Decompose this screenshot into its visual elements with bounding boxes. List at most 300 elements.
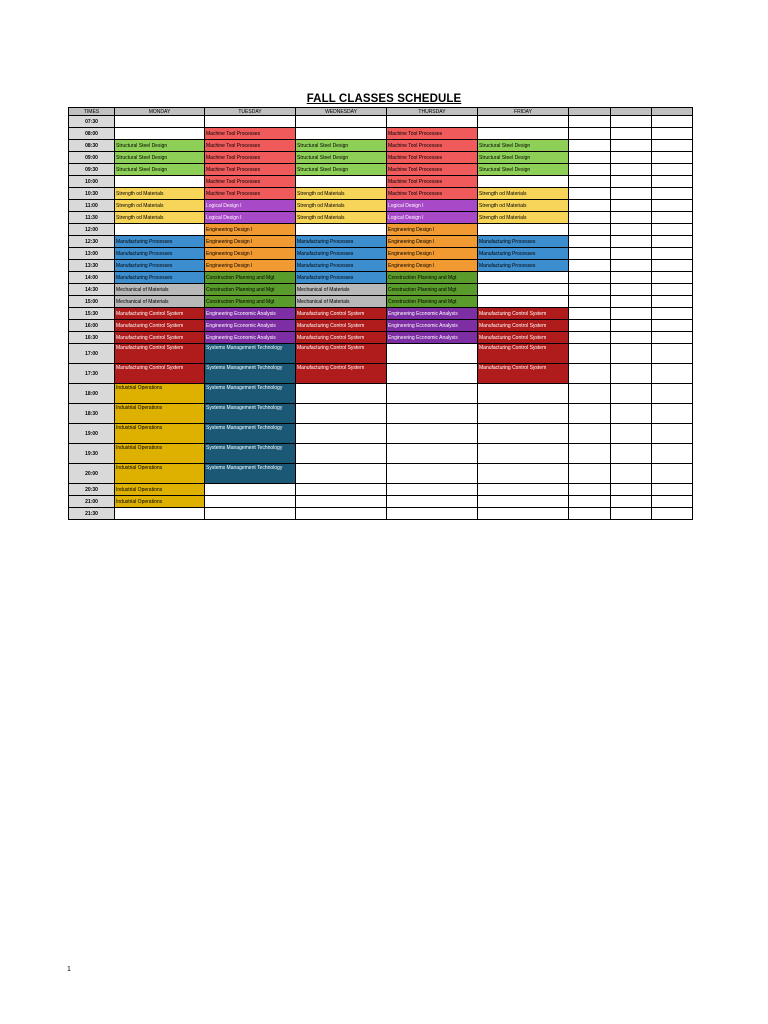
empty-cell [611,384,652,404]
class-cell [115,404,205,424]
empty-cell [115,116,205,128]
empty-cell [611,248,652,260]
time-row [69,484,693,496]
class-cell [205,364,296,384]
class-name: Manufacturing Processes [116,251,173,257]
class-cell [205,332,296,344]
empty-cell [115,224,205,236]
class-cell [296,260,387,272]
class-cell [205,236,296,248]
class-name: Engineering Economic Analysis [206,311,276,317]
class-cell [387,236,478,248]
class-cell [387,140,478,152]
empty-cell [569,212,611,224]
time-cell: 09:30 [69,164,115,176]
empty-cell [569,176,611,188]
day-header-thursday: THURSDAY [387,108,478,116]
empty-cell [387,424,478,444]
time-row [69,248,693,260]
time-row [69,424,693,444]
time-cell: 18:00 [69,384,115,404]
time-cell: 10:00 [69,176,115,188]
class-name: Structural Steel Design [297,155,349,161]
empty-cell [652,464,693,484]
class-cell [205,248,296,260]
time-row [69,164,693,176]
class-cell [296,284,387,296]
class-name: Machine Tool Processes [388,191,443,197]
class-cell [205,272,296,284]
empty-cell [569,404,611,424]
class-name: Manufacturing Control System [479,335,547,341]
time-cell: 16:00 [69,320,115,332]
empty-cell [611,496,652,508]
time-row [69,364,693,384]
class-cell [296,200,387,212]
class-cell [296,140,387,152]
class-cell [205,404,296,424]
empty-cell [611,188,652,200]
class-cell [115,496,205,508]
class-name: Strength od Materials [297,203,345,209]
class-name: Mechanical of Materials [116,287,169,293]
class-cell [205,320,296,332]
class-cell [387,128,478,140]
empty-cell [611,296,652,308]
class-name: Manufacturing Processes [116,263,173,269]
class-name: Manufacturing Control System [297,323,365,329]
class-name: Engineering Economic Analysis [206,335,276,341]
empty-cell [387,384,478,404]
time-cell: 15:30 [69,308,115,320]
empty-cell [387,344,478,364]
time-cell: 14:30 [69,284,115,296]
empty-cell [652,404,693,424]
day-header-wednesday: WEDNESDAY [296,108,387,116]
empty-cell [652,140,693,152]
empty-cell [652,272,693,284]
class-name: Manufacturing Processes [479,263,536,269]
class-cell [478,164,569,176]
empty-cell [569,332,611,344]
time-cell: 08:00 [69,128,115,140]
day-header-monday: MONDAY [115,108,205,116]
class-name: Machine Tool Processes [388,143,443,149]
time-row [69,176,693,188]
class-name: Engineering Design I [206,227,253,233]
class-cell [115,140,205,152]
page-number: 1 [67,966,71,973]
empty-cell [652,308,693,320]
class-name: Construction Planning and Mgt [388,299,457,305]
class-cell [296,296,387,308]
time-row [69,188,693,200]
class-cell [205,464,296,484]
class-cell [115,308,205,320]
class-name: Machine Tool Processes [206,179,261,185]
empty-cell [569,296,611,308]
class-cell [387,332,478,344]
empty-cell [652,200,693,212]
class-name: Structural Steel Design [116,155,168,161]
class-name: Engineering Design I [206,263,253,269]
class-cell [478,364,569,384]
time-row [69,320,693,332]
class-cell [205,176,296,188]
time-row [69,212,693,224]
empty-cell [611,464,652,484]
class-cell [387,152,478,164]
empty-cell [569,424,611,444]
empty-cell [569,484,611,496]
empty-cell [652,384,693,404]
class-name: Manufacturing Control System [297,335,365,341]
empty-cell [478,424,569,444]
time-cell: 21:30 [69,508,115,520]
class-name: Industrial Operations [116,499,163,505]
empty-cell [569,260,611,272]
time-row [69,116,693,128]
class-name: Manufacturing Control System [116,323,184,329]
empty-cell [652,116,693,128]
empty-cell [387,496,478,508]
class-name: Manufacturing Processes [479,251,536,257]
class-name: Manufacturing Control System [297,311,365,317]
class-name: Systems Management Technology [206,365,283,371]
class-name: Engineering Design I [206,239,253,245]
time-row [69,284,693,296]
class-name: Manufacturing Control System [479,345,547,351]
time-row [69,404,693,424]
class-name: Logical Design I [388,215,424,221]
class-name: Manufacturing Control System [297,345,365,351]
class-cell [387,188,478,200]
class-name: Structural Steel Design [479,143,531,149]
empty-cell [652,152,693,164]
empty-cell [652,212,693,224]
empty-cell [611,128,652,140]
class-cell [478,152,569,164]
class-cell [296,272,387,284]
time-cell: 19:30 [69,444,115,464]
empty-cell [478,464,569,484]
class-cell [478,236,569,248]
time-cell: 10:30 [69,188,115,200]
class-cell [296,344,387,364]
class-cell [115,200,205,212]
class-name: Manufacturing Processes [297,275,354,281]
empty-cell [611,364,652,384]
class-name: Systems Management Technology [206,405,283,411]
empty-cell [611,140,652,152]
class-cell [296,332,387,344]
empty-cell [652,484,693,496]
class-cell [478,308,569,320]
class-cell [478,200,569,212]
class-cell [115,152,205,164]
empty-cell [569,508,611,520]
time-cell: 13:30 [69,260,115,272]
empty-cell [652,188,693,200]
empty-cell [296,484,387,496]
empty-cell [569,444,611,464]
time-cell: 07:30 [69,116,115,128]
class-name: Strength od Materials [297,191,345,197]
class-name: Machine Tool Processes [206,131,261,137]
schedule-table [68,107,693,520]
class-cell [296,364,387,384]
class-cell [205,424,296,444]
time-row [69,464,693,484]
class-cell [115,320,205,332]
empty-cell [296,508,387,520]
class-name: Mechanical of Materials [297,287,350,293]
time-row [69,224,693,236]
empty-cell [611,152,652,164]
class-cell [115,384,205,404]
class-cell [115,364,205,384]
empty-cell [478,272,569,284]
class-cell [115,236,205,248]
class-cell [296,248,387,260]
class-name: Logical Design I [206,203,242,209]
class-name: Engineering Design I [206,251,253,257]
class-name: Structural Steel Design [116,167,168,173]
empty-cell [478,404,569,424]
empty-cell [652,496,693,508]
time-row [69,308,693,320]
empty-cell [387,464,478,484]
class-name: Structural Steel Design [297,167,349,173]
class-cell [115,332,205,344]
class-cell [205,164,296,176]
class-cell [115,164,205,176]
class-name: Systems Management Technology [206,425,283,431]
empty-cell [611,484,652,496]
class-cell [387,296,478,308]
class-name: Industrial Operations [116,445,163,451]
time-cell: 17:30 [69,364,115,384]
empty-cell [205,116,296,128]
empty-cell [478,284,569,296]
empty-cell [569,496,611,508]
class-cell [478,320,569,332]
class-cell [478,140,569,152]
class-cell [115,188,205,200]
class-name: Manufacturing Processes [297,263,354,269]
empty-cell [296,224,387,236]
class-name: Construction Planning and Mgt [206,299,275,305]
class-name: Engineering Economic Analysis [388,323,458,329]
empty-cell [296,176,387,188]
class-name: Construction Planning and Mgt [206,275,275,281]
empty-cell [611,320,652,332]
class-cell [205,260,296,272]
class-cell [205,296,296,308]
time-row [69,344,693,364]
class-name: Machine Tool Processes [388,155,443,161]
empty-cell [478,176,569,188]
empty-cell [478,496,569,508]
time-cell: 17:00 [69,344,115,364]
blank-header [652,108,693,116]
empty-cell [652,508,693,520]
time-row [69,496,693,508]
empty-cell [296,384,387,404]
class-cell [478,260,569,272]
empty-cell [652,176,693,188]
class-cell [387,176,478,188]
class-cell [387,248,478,260]
class-name: Logical Design I [388,203,424,209]
empty-cell [652,248,693,260]
empty-cell [569,272,611,284]
time-cell: 21:00 [69,496,115,508]
class-name: Manufacturing Control System [116,365,184,371]
class-name: Structural Steel Design [116,143,168,149]
empty-cell [611,272,652,284]
empty-cell [387,444,478,464]
empty-cell [569,200,611,212]
time-row [69,296,693,308]
class-cell [296,152,387,164]
empty-cell [296,116,387,128]
class-name: Engineering Design I [388,251,435,257]
class-cell [115,272,205,284]
empty-cell [652,224,693,236]
class-name: Industrial Operations [116,487,163,493]
empty-cell [652,296,693,308]
empty-cell [115,176,205,188]
time-row [69,508,693,520]
empty-cell [115,508,205,520]
class-cell [387,212,478,224]
empty-cell [569,128,611,140]
day-header-tuesday: TUESDAY [205,108,296,116]
empty-cell [296,496,387,508]
empty-cell [478,224,569,236]
class-name: Engineering Economic Analysis [388,335,458,341]
empty-cell [569,164,611,176]
class-name: Manufacturing Control System [116,345,184,351]
empty-cell [569,308,611,320]
class-name: Manufacturing Processes [116,239,173,245]
class-cell [478,332,569,344]
time-cell: 12:30 [69,236,115,248]
class-cell [478,248,569,260]
class-cell [205,384,296,404]
empty-cell [569,384,611,404]
class-cell [205,284,296,296]
class-cell [205,308,296,320]
class-cell [387,200,478,212]
class-name: Industrial Operations [116,425,163,431]
blank-header [569,108,611,116]
time-cell: 19:00 [69,424,115,444]
class-name: Engineering Design I [388,227,435,233]
class-cell [296,308,387,320]
empty-cell [611,344,652,364]
class-cell [205,344,296,364]
empty-cell [296,128,387,140]
schedule-body [69,116,693,520]
empty-cell [569,236,611,248]
class-cell [296,164,387,176]
class-name: Systems Management Technology [206,385,283,391]
empty-cell [569,248,611,260]
class-name: Mechanical of Materials [116,299,169,305]
empty-cell [611,236,652,248]
class-cell [115,284,205,296]
empty-cell [569,320,611,332]
class-cell [387,260,478,272]
empty-cell [611,116,652,128]
empty-cell [205,496,296,508]
empty-cell [478,296,569,308]
class-cell [115,212,205,224]
class-cell [115,248,205,260]
empty-cell [387,404,478,424]
class-name: Structural Steel Design [297,143,349,149]
class-cell [115,344,205,364]
empty-cell [478,116,569,128]
class-cell [205,140,296,152]
class-cell [205,128,296,140]
empty-cell [569,152,611,164]
empty-cell [652,320,693,332]
class-cell [205,188,296,200]
class-name: Structural Steel Design [479,155,531,161]
class-cell [115,464,205,484]
class-name: Structural Steel Design [479,167,531,173]
class-name: Construction Planning and Mgt [388,275,457,281]
class-name: Machine Tool Processes [206,143,261,149]
class-name: Strength od Materials [479,191,527,197]
empty-cell [569,224,611,236]
class-cell [387,308,478,320]
time-row [69,272,693,284]
class-cell [115,424,205,444]
empty-cell [611,176,652,188]
class-name: Manufacturing Control System [116,311,184,317]
class-name: Industrial Operations [116,465,163,471]
empty-cell [478,508,569,520]
time-row [69,236,693,248]
empty-cell [478,384,569,404]
time-cell: 15:00 [69,296,115,308]
empty-cell [296,464,387,484]
class-name: Manufacturing Processes [479,239,536,245]
class-name: Manufacturing Processes [297,251,354,257]
empty-cell [478,128,569,140]
empty-cell [652,344,693,364]
empty-cell [387,116,478,128]
empty-cell [569,140,611,152]
class-name: Manufacturing Control System [479,311,547,317]
class-name: Strength od Materials [116,215,164,221]
class-name: Engineering Economic Analysis [206,323,276,329]
empty-cell [569,364,611,384]
time-row [69,140,693,152]
class-name: Industrial Operations [116,385,163,391]
class-name: Mechanical of Materials [297,299,350,305]
class-cell [205,152,296,164]
empty-cell [611,424,652,444]
time-row [69,200,693,212]
class-name: Strength od Materials [297,215,345,221]
class-name: Engineering Economic Analysis [388,311,458,317]
empty-cell [296,424,387,444]
